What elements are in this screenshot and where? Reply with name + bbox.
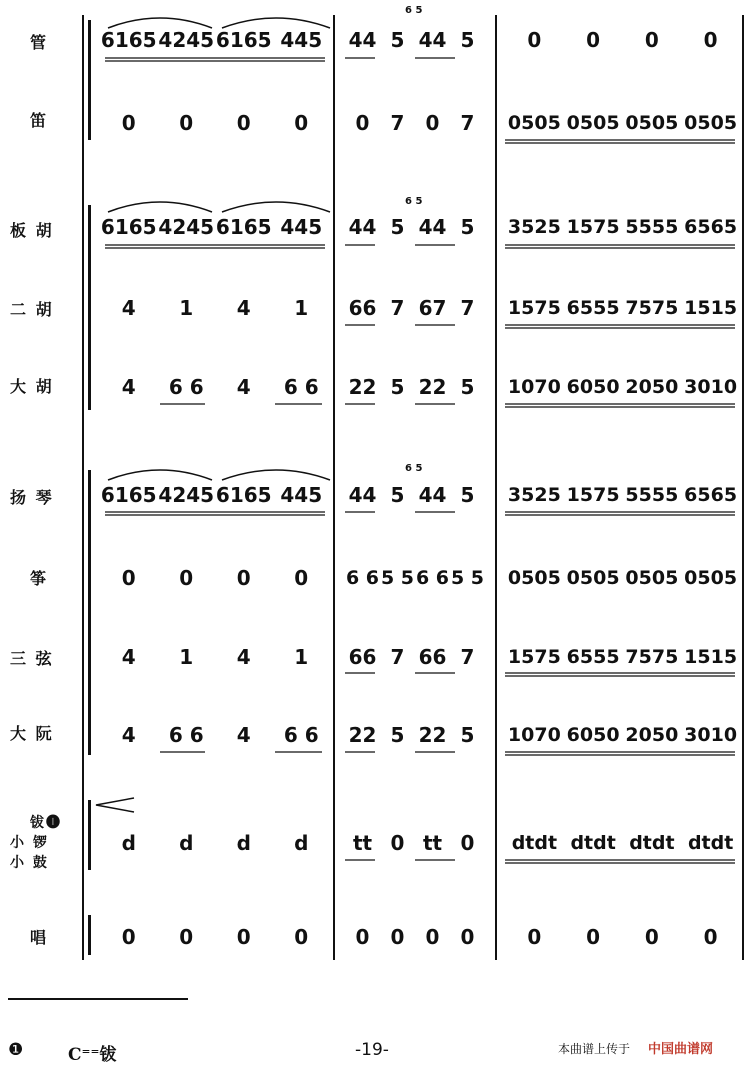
note: 0 xyxy=(390,831,405,855)
note: 4245 xyxy=(158,28,215,52)
note: 6165 xyxy=(100,28,157,52)
note: 44 xyxy=(418,215,447,239)
note: 6 6 xyxy=(168,375,204,399)
note: 0 xyxy=(294,925,309,949)
note: 0 xyxy=(355,111,370,135)
note: 7 xyxy=(460,111,475,135)
note: 0 xyxy=(425,925,440,949)
note: 7 xyxy=(460,645,475,669)
instrument-label-perc3: 小 鼓 xyxy=(10,855,49,871)
instrument-label-dahu: 大 胡 xyxy=(10,377,54,396)
note: 0505 xyxy=(625,112,679,134)
note: 4245 xyxy=(158,215,215,239)
instrument-label-di: 笛 xyxy=(30,111,49,130)
note: 6555 xyxy=(566,297,620,319)
note: d xyxy=(121,831,136,855)
note: 5 xyxy=(390,483,405,507)
note: dtdt xyxy=(629,832,675,854)
note: 6050 xyxy=(566,724,620,746)
note: 1070 xyxy=(507,724,561,746)
instrument-label-banhu: 板 胡 xyxy=(10,221,54,240)
note: 1515 xyxy=(684,297,738,319)
note: 1 xyxy=(294,296,309,320)
note: 0 xyxy=(236,925,251,949)
note: 4 xyxy=(236,723,251,747)
note: 4 xyxy=(236,296,251,320)
note: 3525 xyxy=(507,216,561,238)
note: 4 xyxy=(121,296,136,320)
note: 5 xyxy=(390,723,405,747)
note: 1 xyxy=(179,645,194,669)
note: 0505 xyxy=(507,567,561,589)
instrument-label-perc2: 小 锣 xyxy=(10,835,49,851)
note: 22 xyxy=(348,723,377,747)
instrument-label-chang: 唱 xyxy=(30,928,49,947)
note: 44 xyxy=(348,28,377,52)
note: 0 xyxy=(527,925,542,949)
note: 7 xyxy=(390,111,405,135)
note: 44 xyxy=(418,483,447,507)
note: 5555 xyxy=(625,484,679,506)
note: dtdt xyxy=(570,832,616,854)
note: 6165 xyxy=(100,215,157,239)
grace-note-3: 6 5 xyxy=(405,463,423,474)
note: 4 xyxy=(121,723,136,747)
note: 5 xyxy=(460,723,475,747)
note: 7575 xyxy=(625,297,679,319)
note: 0 xyxy=(294,566,309,590)
note: 7 xyxy=(390,645,405,669)
note: 0 xyxy=(179,925,194,949)
note: d xyxy=(294,831,309,855)
note: 7 xyxy=(460,296,475,320)
note: 1575 xyxy=(566,484,620,506)
footnote-marker: ❶ xyxy=(8,1040,24,1060)
site-logo: 中国曲谱网 xyxy=(648,1042,714,1057)
note: 445 xyxy=(280,28,323,52)
note: 66 xyxy=(418,645,447,669)
instrument-label-sanxian: 三 弦 xyxy=(10,649,54,668)
note: 22 xyxy=(418,723,447,747)
note: 6 6 xyxy=(283,375,319,399)
note: 0 xyxy=(460,831,475,855)
note: 4 xyxy=(236,375,251,399)
instrument-label-yangqin: 扬 琴 xyxy=(10,488,54,507)
note: 1070 xyxy=(507,376,561,398)
grace-note-1: 6 5 xyxy=(405,5,423,16)
upload-note: 本曲谱上传于 xyxy=(558,1042,631,1056)
note: 0 xyxy=(586,28,601,52)
note: 0505 xyxy=(566,567,620,589)
note: 22 xyxy=(348,375,377,399)
note: 0505 xyxy=(684,112,738,134)
note: 0 xyxy=(586,925,601,949)
note: tt xyxy=(422,831,443,855)
note: 6 6 xyxy=(168,723,204,747)
note: 6555 xyxy=(566,646,620,668)
note: 3525 xyxy=(507,484,561,506)
note: 445 xyxy=(280,215,323,239)
note: 6165 xyxy=(215,28,272,52)
note: 0 xyxy=(644,28,659,52)
note: 5 xyxy=(460,375,475,399)
note: 1515 xyxy=(684,646,738,668)
note: 5 xyxy=(390,375,405,399)
note: 0505 xyxy=(625,567,679,589)
note: 0 xyxy=(121,566,136,590)
instrument-label-guan: 管 xyxy=(30,33,49,52)
note: 2050 xyxy=(625,376,679,398)
note: 0 xyxy=(294,111,309,135)
note: 4 xyxy=(121,645,136,669)
note: 7575 xyxy=(625,646,679,668)
note: 0 xyxy=(355,925,370,949)
note: 6 6 xyxy=(415,567,450,589)
note: 1575 xyxy=(507,297,561,319)
note: 3010 xyxy=(684,376,738,398)
note: 22 xyxy=(418,375,447,399)
note: 0 xyxy=(236,566,251,590)
note: 6165 xyxy=(215,483,272,507)
instrument-label-daruan: 大 阮 xyxy=(10,724,54,743)
note: 1 xyxy=(179,296,194,320)
instrument-label-zheng: 筝 xyxy=(30,569,49,588)
note: 5555 xyxy=(625,216,679,238)
footnote-rule xyxy=(8,998,188,1000)
note: 1575 xyxy=(507,646,561,668)
note: 6565 xyxy=(684,216,738,238)
note: 0505 xyxy=(684,567,738,589)
note: 0 xyxy=(179,111,194,135)
note: 3010 xyxy=(684,724,738,746)
note: 6565 xyxy=(684,484,738,506)
note: 4 xyxy=(236,645,251,669)
note: d xyxy=(236,831,251,855)
instrument-label-erhu: 二 胡 xyxy=(10,300,54,319)
note: 445 xyxy=(280,483,323,507)
note: 0 xyxy=(527,28,542,52)
note: 0 xyxy=(121,111,136,135)
note: dtdt xyxy=(687,832,734,854)
page-number: -19- xyxy=(355,1040,389,1060)
note: 44 xyxy=(348,215,377,239)
note: dtdt xyxy=(511,832,558,854)
note: 0 xyxy=(390,925,405,949)
note: 66 xyxy=(348,645,377,669)
note: d xyxy=(179,831,194,855)
instrument-label-perc1: 钹❶ xyxy=(30,815,62,831)
note: 1 xyxy=(294,645,309,669)
note: 5 5 xyxy=(380,567,415,589)
note: 5 xyxy=(460,215,475,239)
note: 44 xyxy=(348,483,377,507)
note: 66 xyxy=(348,296,377,320)
grace-note-2: 6 5 xyxy=(405,196,423,207)
note: 7 xyxy=(390,296,405,320)
note: 5 xyxy=(460,28,475,52)
footnote-text: C⁼⁼钹 xyxy=(68,1045,117,1065)
note: 0505 xyxy=(566,112,620,134)
note: 0 xyxy=(644,925,659,949)
note: 0 xyxy=(703,28,718,52)
note: 5 xyxy=(460,483,475,507)
note: 1575 xyxy=(566,216,620,238)
note: 6165 xyxy=(100,483,157,507)
note: 0 xyxy=(703,925,718,949)
note: 0 xyxy=(179,566,194,590)
note: 0505 xyxy=(507,112,561,134)
note: 0 xyxy=(236,111,251,135)
note: 6 6 xyxy=(283,723,319,747)
note: 67 xyxy=(418,296,447,320)
note: 6165 xyxy=(215,215,272,239)
note: 0 xyxy=(425,111,440,135)
note: 6050 xyxy=(566,376,620,398)
note: 5 xyxy=(390,215,405,239)
note: 44 xyxy=(418,28,447,52)
note: 0 xyxy=(121,925,136,949)
note: 2050 xyxy=(625,724,679,746)
note: 5 xyxy=(390,28,405,52)
note: 5 5 xyxy=(450,567,485,589)
note: tt xyxy=(352,831,373,855)
note: 4 xyxy=(121,375,136,399)
note: 4245 xyxy=(158,483,215,507)
note: 6 6 xyxy=(345,567,380,589)
note: 0 xyxy=(460,925,475,949)
